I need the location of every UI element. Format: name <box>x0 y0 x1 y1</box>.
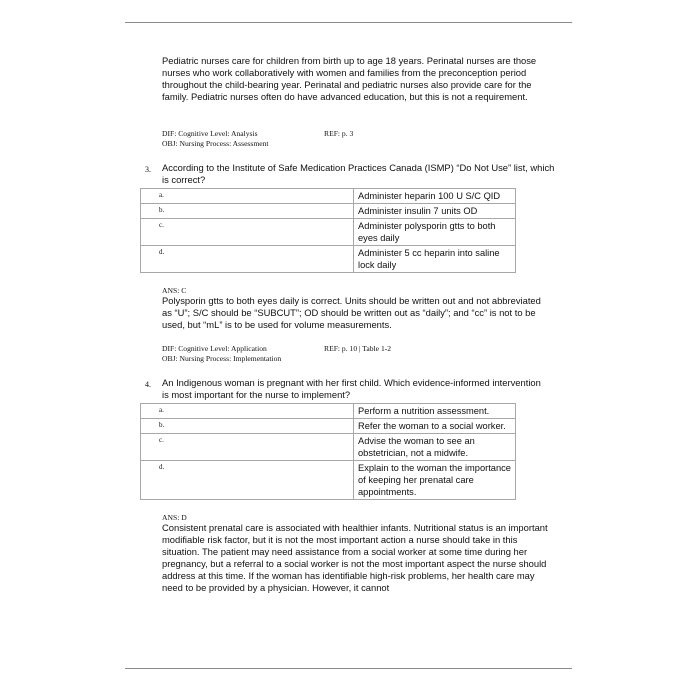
option-letter: d. <box>141 461 354 500</box>
option-row <box>141 434 516 461</box>
dif-label: DIF: Cognitive Level: Application <box>162 344 267 353</box>
top-rule <box>125 22 572 23</box>
option-text: Perform a nutrition assessment. <box>354 404 516 419</box>
ref-label: REF: p. 10 | Table 1-2 <box>324 344 392 353</box>
option-row <box>141 189 516 204</box>
answer-label: ANS: D <box>162 513 187 522</box>
question-stem: An Indigenous woman is pregnant with her first child. Which evidence-informed intervention is most important for the nurse to implement? <box>162 377 541 401</box>
question-number: 3. <box>145 165 151 174</box>
option-text: Administer heparin 100 U S/C QID <box>354 189 516 204</box>
answer-label: ANS: C <box>162 286 187 295</box>
option-letter: a. <box>141 404 354 419</box>
option-row <box>141 461 516 500</box>
meta-block-2 <box>162 344 552 365</box>
option-row <box>141 246 516 273</box>
option-text: Refer the woman to a social worker. <box>354 419 516 434</box>
obj-label: OBJ: Nursing Process: Assessment <box>162 139 269 149</box>
option-letter: b. <box>141 419 354 434</box>
meta-block-1 <box>162 129 552 150</box>
option-row <box>141 219 516 246</box>
intro-paragraph: Pediatric nurses care for children from birth up to age 18 years. Perinatal nurses are those nurses who work collaboratively with women and families from the preconception period throughout the child-bearing year. Perinatal and pediatric nurses also provide care for the family. Pediatric nurses often do have advanced education, but this is not a requirement. <box>162 55 537 103</box>
question-stem: According to the Institute of Safe Medication Practices Canada (ISMP) “Do Not Use” list, which is correct? <box>162 162 555 186</box>
option-letter: c. <box>141 219 354 246</box>
option-letter: a. <box>141 189 354 204</box>
option-row <box>141 404 516 419</box>
option-text: Administer polysporin gtts to both eyes daily <box>354 219 516 246</box>
option-row <box>141 204 516 219</box>
bottom-rule <box>125 668 572 669</box>
obj-label: OBJ: Nursing Process: Implementation <box>162 354 282 364</box>
options-table-q3 <box>140 188 516 273</box>
option-letter: d. <box>141 246 354 273</box>
option-text: Administer insulin 7 units OD <box>354 204 516 219</box>
ref-label: REF: p. 3 <box>324 129 354 138</box>
option-text: Administer 5 cc heparin into saline lock daily <box>354 246 516 273</box>
option-text: Explain to the woman the importance of keeping her prenatal care appointments. <box>354 461 516 500</box>
question-number: 4. <box>145 380 151 389</box>
rationale-paragraph: Polysporin gtts to both eyes daily is correct. Units should be written out and not abbreviated as “U”; S/C should be “SUBCUT”; OD should be written out as “daily”; and “cc” is not to be used, but “mL” is to be used for volume measurements. <box>162 295 541 331</box>
option-text: Advise the woman to see an obstetrician, not a midwife. <box>354 434 516 461</box>
option-letter: b. <box>141 204 354 219</box>
options-table-q4 <box>140 403 516 500</box>
rationale-paragraph: Consistent prenatal care is associated with healthier infants. Nutritional status is an important modifiable risk factor, but it is not the most important action a nurse should take in this situation. The patient may need assistance from a social worker at some time during her pregnancy, but a referral to a social worker is not the most important aspect the nurse should address at this time. If the woman has identifiable high-risk problems, her health care may need to be provided by a physician. However, it cannot <box>162 522 548 594</box>
dif-label: DIF: Cognitive Level: Analysis <box>162 129 258 138</box>
option-row <box>141 419 516 434</box>
option-letter: c. <box>141 434 354 461</box>
